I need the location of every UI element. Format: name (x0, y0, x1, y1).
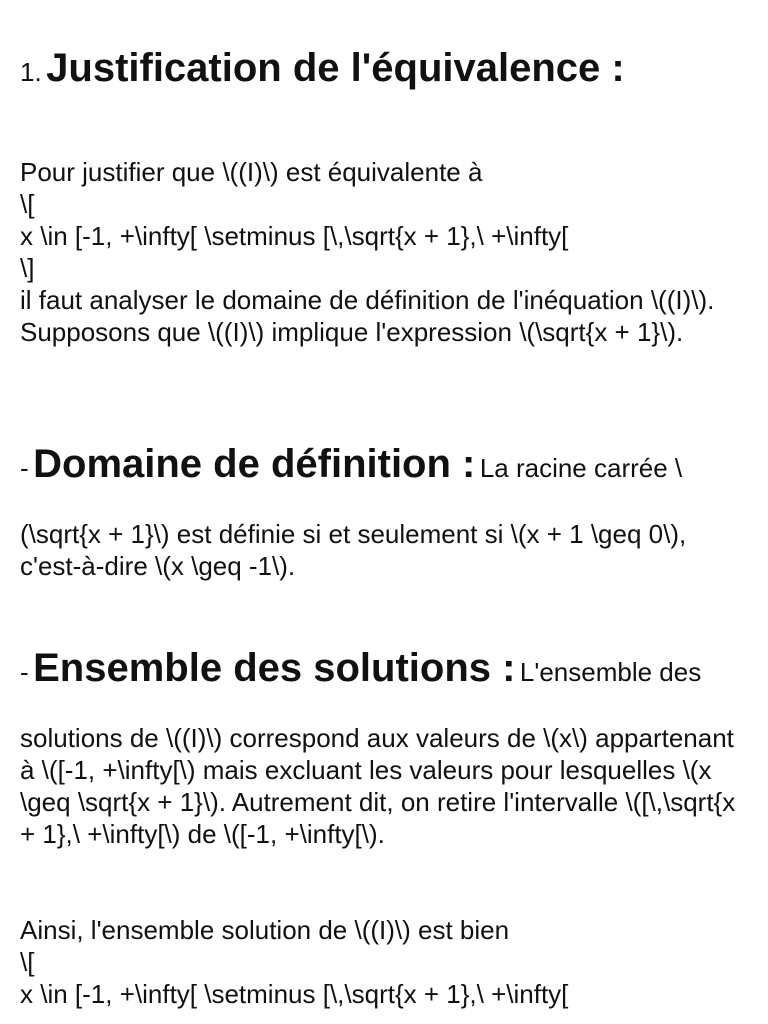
display-math-open: \[ (20, 189, 35, 219)
domaine-inline-text: La racine carrée \ (479, 453, 683, 483)
ensemble-paragraph: solutions de \((I)\) correspond aux valeurs de \(x\) appartenant à \([-1, +\infty[\) mais excluant les valeurs pour lesquelles \(x \geq \sqrt{x + 1}\). Autrement dit, on retire l'intervalle \([\,\sqrt{x + 1},\ +\infty[\) de \([-1, +\infty[\). (20, 723, 736, 849)
heading-ensemble (20, 646, 701, 691)
ensemble-inline-text: L'ensemble des (519, 657, 702, 687)
display-math-open: \[ (20, 947, 35, 977)
domaine-paragraph: (\sqrt{x + 1}\) est définie si et seulement si \(x + 1 \geq 0\), c'est-à-dire \(x \geq -1\). (20, 519, 687, 581)
ensemble-title: Ensemble des solutions : (33, 646, 516, 690)
bullet-dash: - (20, 453, 29, 483)
section-heading-justification (20, 46, 625, 91)
conclusion-line: Ainsi, l'ensemble solution de \((I)\) est bien (20, 915, 510, 945)
section-title: Justification de l'équivalence : (46, 46, 625, 90)
heading-domaine (20, 442, 682, 487)
section-number: 1. (20, 57, 42, 87)
display-math-expression: x \in [-1, +\infty[ \setminus [\,\sqrt{x + 1},\ +\infty[ (20, 221, 569, 251)
bullet-dash: - (20, 657, 29, 687)
intro-line: Pour justifier que \((I)\) est équivalente à (20, 157, 483, 187)
intro-paragraph: il faut analyser le domaine de définition de l'inéquation \((I)\). Supposons que \((I)\) implique l'expression \(\sqrt{x + 1}\). (20, 285, 715, 347)
domaine-title: Domaine de définition : (33, 442, 476, 486)
display-math-expression: x \in [-1, +\infty[ \setminus [\,\sqrt{x + 1},\ +\infty[ (20, 979, 569, 1009)
display-math-close: \] (20, 253, 35, 283)
